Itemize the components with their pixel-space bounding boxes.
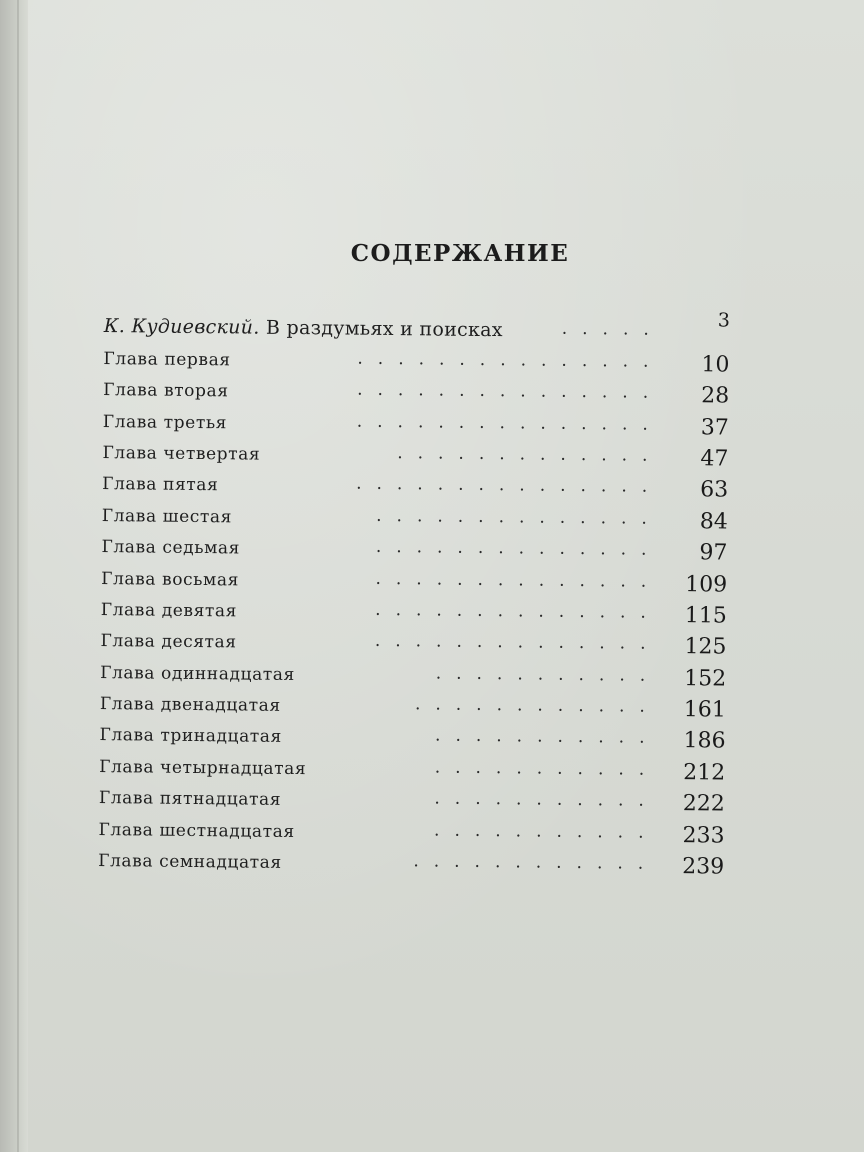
toc-entry-page: 63 xyxy=(700,477,729,503)
toc-entry-page: 212 xyxy=(683,759,726,786)
spine-fold-line xyxy=(17,0,19,1152)
toc-entry-page: 97 xyxy=(699,540,728,566)
leader-dots: ............... xyxy=(357,379,664,404)
toc-entry-page: 28 xyxy=(701,383,730,409)
leader-dots: .............. xyxy=(376,505,662,529)
toc-entry-title: В раздумьях и поисках xyxy=(265,317,503,342)
toc-entry-page: 239 xyxy=(682,854,725,880)
leader-dots: ........... xyxy=(434,725,660,749)
toc-entry-label: Глава десятая xyxy=(100,631,237,653)
toc-entry-label: Глава вторая xyxy=(103,380,229,402)
toc-entry-label: Глава восьмая xyxy=(101,568,240,590)
toc-entry-page: 115 xyxy=(684,603,727,629)
toc-entry-page: 3 xyxy=(717,309,731,332)
leader-dots: ........... xyxy=(434,757,660,780)
toc-entry-label: Глава тринадцатая xyxy=(99,725,283,748)
leader-dots: .............. xyxy=(374,631,661,655)
toc-entry-page: 37 xyxy=(700,414,729,441)
leader-dots: ............ xyxy=(413,851,659,874)
leader-dots: .............. xyxy=(375,536,662,560)
leader-dots: ............... xyxy=(356,473,663,498)
toc-entry-page: 222 xyxy=(682,791,725,817)
toc-entry-page: 186 xyxy=(683,728,726,755)
book-spine-shadow xyxy=(0,0,28,1152)
leader-dots: ............ xyxy=(414,694,660,717)
leader-dots: ............... xyxy=(356,411,663,435)
toc-entry-page: 84 xyxy=(699,508,728,535)
toc-entry-label: Глава четырнадцатая xyxy=(99,756,307,780)
toc-title: СОДЕРЖАНИЕ xyxy=(350,240,570,267)
toc-entry-label: Глава одиннадцатая xyxy=(100,662,296,685)
toc-entry-label: Глава пятая xyxy=(102,474,219,496)
toc-entry-page: 125 xyxy=(684,634,727,660)
toc-entry-page: 47 xyxy=(700,446,729,472)
toc-entry-page: 161 xyxy=(683,697,726,723)
toc-entry-label: Глава шестая xyxy=(101,505,233,528)
toc-entry-label: Глава третья xyxy=(102,411,228,433)
leader-dots: ..... xyxy=(561,319,664,341)
toc-entry-label: Глава седьмая xyxy=(101,537,241,559)
toc-entry-page: 109 xyxy=(685,571,728,598)
toc-entry-author: К. Кудиевский. xyxy=(103,315,260,340)
toc-entry-label: Глава шестнадцатая xyxy=(98,819,295,842)
leader-dots: ............... xyxy=(357,348,664,372)
leader-dots: ........... xyxy=(435,663,661,686)
toc-entry-label xyxy=(104,315,503,341)
leader-dots: ........... xyxy=(434,788,659,812)
toc-entry xyxy=(98,844,728,882)
toc-entry-label: Глава четвертая xyxy=(102,442,261,465)
toc-entry-label: Глава первая xyxy=(103,348,231,371)
table-of-contents xyxy=(98,310,734,882)
toc-entry-page: 152 xyxy=(684,665,727,692)
toc-entry-label: Глава девятая xyxy=(100,599,238,622)
toc-entry-label: Глава двенадцатая xyxy=(99,694,281,716)
toc-entry-page: 233 xyxy=(682,822,725,849)
leader-dots: .............. xyxy=(375,599,661,623)
toc-entry-label: Глава пятнадцатая xyxy=(98,788,282,811)
leader-dots: ............. xyxy=(397,443,663,466)
leader-dots: ........... xyxy=(434,820,659,843)
toc-entry-label: Глава семнадцатая xyxy=(98,851,282,873)
leader-dots: .............. xyxy=(375,568,662,592)
toc-entry-page: 10 xyxy=(701,352,730,378)
